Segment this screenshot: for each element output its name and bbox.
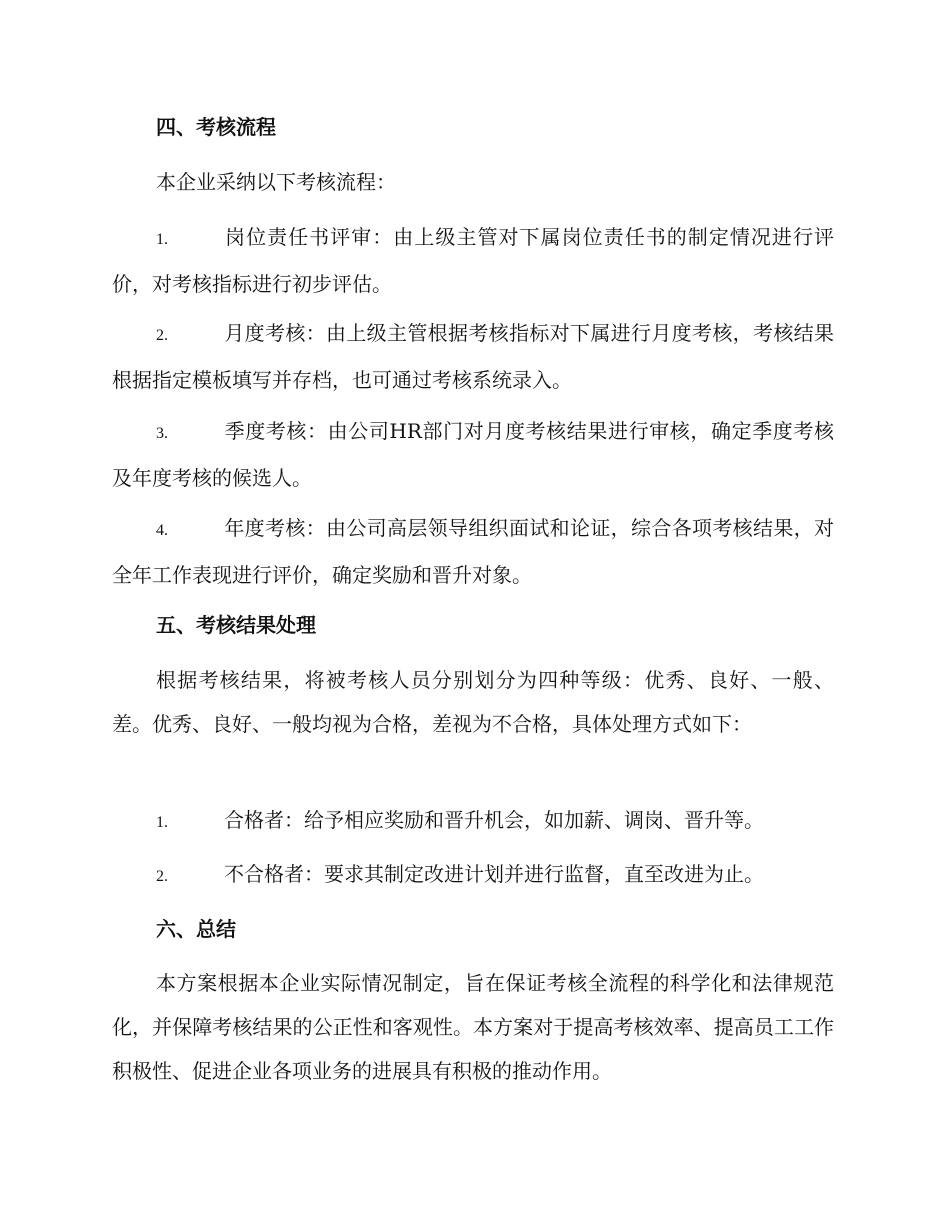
section-5-intro: 根据考核结果，将被考核人员分别划分为四种等级：优秀、良好、一般、差。优秀、良好、一般均视为合格，差视为不合格，具体处理方式如下： (112, 668, 834, 736)
list-item-number: 1. (156, 231, 168, 248)
list-item-text: 合格者：给予相应奖励和晋升机会，如加薪、调岗、晋升等。 (224, 808, 764, 832)
list-item-number: 1. (156, 814, 168, 831)
list-item-text: 季度考核：由公司HR部门对月度考核结果进行审核，确定季度考核及年度考核的候选人。 (112, 419, 834, 490)
list-item-number: 2. (156, 327, 168, 344)
list-item (112, 409, 834, 500)
list-item (112, 852, 834, 899)
list-item (112, 506, 834, 597)
section-4-heading: 四、考核流程 (156, 115, 276, 139)
section-4-intro: 本企业采纳以下考核流程： (156, 170, 396, 194)
list-item-text: 月度考核：由上级主管根据考核指标对下属进行月度考核，考核结果根据指定模板填写并存档，也可通过考核系统录入。 (112, 321, 834, 392)
section-5-heading: 五、考核结果处理 (156, 613, 316, 637)
list-item (112, 215, 834, 306)
list-item-text: 岗位责任书评审：由上级主管对下属岗位责任书的制定情况进行评价，对考核指标进行初步评估。 (112, 225, 834, 296)
list-item (112, 798, 834, 845)
section-6-body: 本方案根据本企业实际情况制定，旨在保证考核全流程的科学化和法律规范化，并保障考核结果的公正性和客观性。本方案对于提高考核效率、提高员工工作积极性、促进企业各项业务的进展具有积极的推动作用。 (112, 971, 834, 1083)
list-item-number: 2. (156, 868, 168, 885)
list-item-number: 3. (156, 425, 168, 442)
section-6-heading: 六、总结 (156, 917, 236, 941)
list-item-text: 年度考核：由公司高层领导组织面试和论证，综合各项考核结果，对全年工作表现进行评价，确定奖励和晋升对象。 (112, 516, 834, 587)
list-item (112, 311, 834, 402)
list-item-number: 4. (156, 522, 168, 539)
list-item-text: 不合格者：要求其制定改进计划并进行监督，直至改进为止。 (224, 862, 764, 886)
